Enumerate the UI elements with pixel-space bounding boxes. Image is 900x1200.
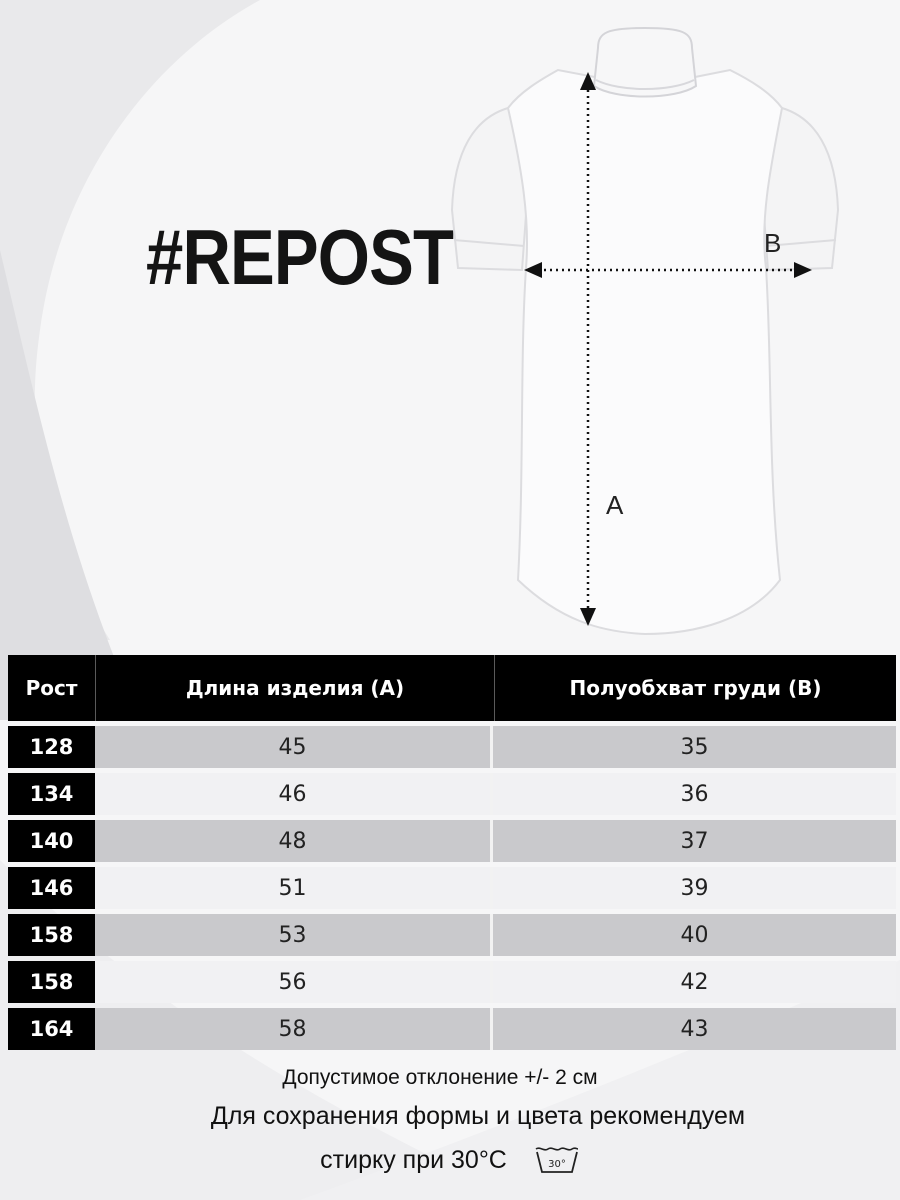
cell-length: 58 <box>95 1008 493 1050</box>
brand-logo: #REPOST <box>146 213 454 301</box>
table-row <box>8 961 896 1003</box>
cell-height: 164 <box>8 1008 95 1050</box>
table-row <box>8 726 896 768</box>
cell-length: 45 <box>95 726 493 768</box>
table-row <box>8 773 896 815</box>
cell-height: 128 <box>8 726 95 768</box>
header-chest: Полуобхват груди (В) <box>569 676 822 700</box>
tolerance-note: Допустимое отклонение +/- 2 см <box>282 1066 598 1089</box>
header-length: Длина изделия (А) <box>96 655 495 721</box>
cell-chest: 37 <box>493 820 896 862</box>
length-label: A <box>606 490 624 520</box>
header-height: Рост <box>8 655 96 721</box>
care-note-line2 <box>0 1145 900 1175</box>
table-row <box>8 820 896 862</box>
wash-temperature-label: 30° <box>547 1159 566 1171</box>
cell-height: 134 <box>8 773 95 815</box>
cell-chest: 36 <box>493 773 896 815</box>
care-note-line1: Для сохранения формы и цвета рекомендуем <box>210 1102 746 1130</box>
cell-chest: 35 <box>493 726 896 768</box>
cell-length: 53 <box>95 914 493 956</box>
table-body <box>8 726 896 1050</box>
cell-length: 48 <box>95 820 493 862</box>
cell-height: 140 <box>8 820 95 862</box>
chest-width-label: B <box>764 228 782 258</box>
table-row <box>8 867 896 909</box>
cell-height: 158 <box>8 914 95 956</box>
cell-height: 146 <box>8 867 95 909</box>
shirt-diagram <box>430 20 860 650</box>
cell-length: 51 <box>95 867 493 909</box>
cell-length: 46 <box>95 773 493 815</box>
cell-length: 56 <box>95 961 493 1003</box>
wash-30-icon <box>534 1145 580 1175</box>
cell-height: 158 <box>8 961 95 1003</box>
table-header <box>8 655 896 721</box>
cell-chest: 40 <box>493 914 896 956</box>
cell-chest: 39 <box>493 867 896 909</box>
table-row <box>8 914 896 956</box>
cell-chest: 42 <box>493 961 896 1003</box>
table-row <box>8 1008 896 1050</box>
care-note-text: стирку при 30°C <box>320 1145 507 1174</box>
cell-chest: 43 <box>493 1008 896 1050</box>
size-table <box>8 655 896 1055</box>
